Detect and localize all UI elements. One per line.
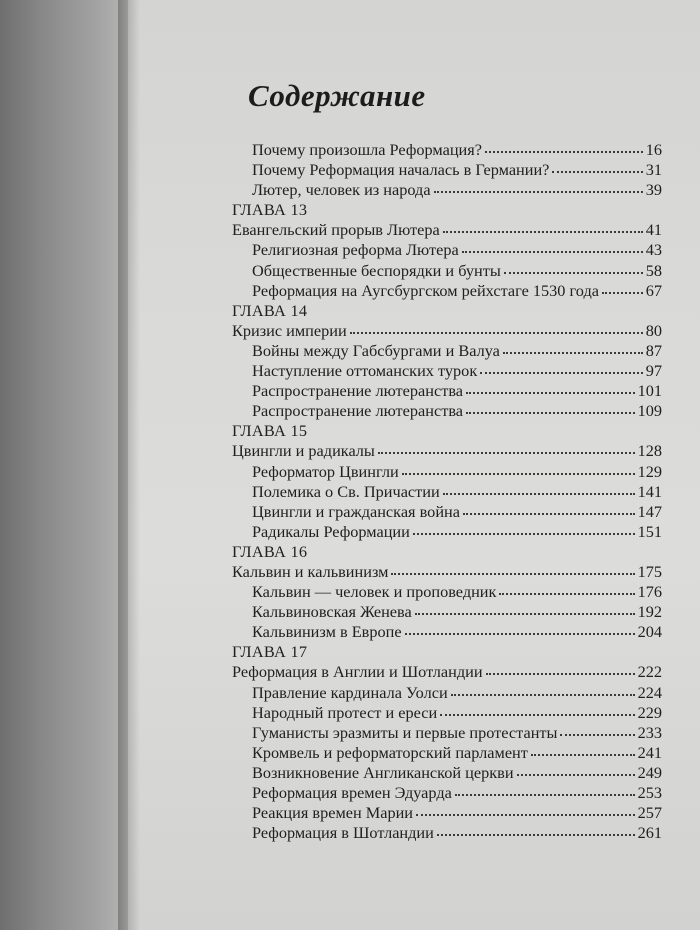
- toc-entry: [232, 261, 662, 281]
- toc-entry: [232, 220, 662, 240]
- toc-entry: [232, 823, 662, 843]
- toc-entry-label: Кальвин — человек и проповедник: [252, 582, 497, 602]
- toc-entry-label: Общественные беспорядки и бунты: [252, 260, 501, 280]
- toc-entry: [232, 140, 662, 160]
- dot-leader: [486, 673, 635, 675]
- toc-entry-label: Радикалы Реформации: [252, 521, 410, 541]
- toc-entry-label: Наступление оттоманских турок: [252, 361, 478, 381]
- toc-entry: [232, 441, 662, 461]
- toc-entry: [232, 703, 662, 723]
- toc-entry-page-number: 101: [637, 381, 662, 401]
- toc-entry-label: Реформатор Цвингли: [252, 461, 399, 481]
- page-gutter-shadow: [118, 0, 140, 930]
- toc-entry-label: Распространение лютеранства: [252, 401, 464, 421]
- toc-entry: [232, 783, 662, 803]
- toc-entry-page-number: 87: [645, 340, 662, 360]
- toc-entry: [232, 381, 662, 401]
- toc-entry-label: Правление кардинала Уолси: [252, 682, 448, 702]
- toc-entry: [232, 462, 662, 482]
- chapter-heading: [232, 301, 662, 321]
- toc-entry: [232, 180, 662, 200]
- toc-entry-label: Кальвинизм в Европе: [252, 622, 402, 642]
- dot-leader: [503, 352, 643, 354]
- toc-entry: [232, 683, 662, 703]
- toc-entry-label: Кальвиновская Женева: [252, 602, 412, 622]
- toc-entry-page-number: 241: [637, 742, 662, 762]
- dot-leader: [462, 251, 643, 253]
- dot-leader: [531, 754, 635, 756]
- dot-leader: [416, 814, 635, 816]
- toc-entry-page-number: 192: [637, 602, 662, 622]
- toc-entry-page-number: 233: [637, 722, 662, 742]
- toc-entry-label: Кризис империи: [232, 320, 347, 340]
- dot-leader: [552, 171, 642, 173]
- toc-entry-label: Почему Реформация началась в Германии?: [252, 160, 550, 180]
- chapter-heading-label: ГЛАВА 13: [232, 200, 308, 220]
- dot-leader: [466, 412, 635, 414]
- toc-entry-label: Лютер, человек из народа: [252, 180, 431, 200]
- dot-leader: [602, 292, 643, 294]
- toc-entry-page-number: 253: [637, 783, 662, 802]
- dot-leader: [504, 272, 643, 274]
- toc-entry-page-number: 67: [645, 280, 662, 300]
- toc-entry-label: Почему произошла Реформация?: [252, 140, 482, 159]
- toc-entry-page-number: 80: [645, 320, 662, 340]
- dot-leader: [350, 332, 643, 334]
- toc-entry-page-number: 224: [637, 682, 662, 702]
- book-page: [128, 0, 700, 930]
- dot-leader: [480, 372, 642, 374]
- dot-leader: [391, 573, 634, 575]
- toc-entry: [232, 281, 662, 301]
- toc-entry-label: Религиозная реформа Лютера: [252, 240, 459, 260]
- toc-entry: [232, 803, 662, 823]
- toc-entry-page-number: 109: [637, 401, 662, 421]
- toc-entry: [232, 763, 662, 783]
- toc-entry: [232, 743, 662, 763]
- toc-entry-label: Евангельский прорыв Лютера: [232, 220, 440, 240]
- chapter-heading-label: ГЛАВА 16: [232, 541, 308, 561]
- dot-leader: [560, 734, 634, 736]
- toc-entry-page-number: 222: [637, 662, 662, 682]
- toc-entry-label: Народный протест и ереси: [252, 702, 438, 722]
- dot-leader: [437, 834, 635, 836]
- chapter-heading: [232, 421, 662, 441]
- toc-entry: [232, 240, 662, 260]
- toc-entry: [232, 562, 662, 582]
- toc-entry: [232, 662, 662, 682]
- toc-entry-label: Гуманисты эразмиты и первые протестанты: [252, 722, 558, 742]
- toc-entry: [232, 522, 662, 542]
- toc-entry-page-number: 151: [637, 521, 662, 541]
- toc-entry: [232, 582, 662, 602]
- toc-entry: [232, 341, 662, 361]
- dot-leader: [378, 452, 635, 454]
- toc-entry-page-number: 16: [645, 140, 662, 159]
- toc-entry-label: Полемика о Св. Причастии: [252, 481, 440, 501]
- dot-leader: [466, 392, 635, 394]
- dot-leader: [413, 533, 635, 535]
- toc-entry-label: Реформация в Англии и Шотландии: [232, 662, 483, 682]
- toc-entry-label: Кальвин и кальвинизм: [232, 561, 389, 581]
- toc-entry-page-number: 257: [637, 803, 662, 823]
- toc-entry-label: Цвингли и гражданская война: [252, 501, 460, 521]
- toc-entry-page-number: 141: [637, 481, 662, 501]
- dot-leader: [402, 473, 635, 475]
- toc-entry: [232, 622, 662, 642]
- dot-leader: [443, 493, 635, 495]
- dot-leader: [440, 714, 634, 716]
- chapter-heading-label: ГЛАВА 17: [232, 642, 308, 662]
- table-of-contents: [232, 140, 662, 843]
- dot-leader: [415, 613, 635, 615]
- toc-entry: [232, 160, 662, 180]
- toc-entry-page-number: 58: [645, 260, 662, 280]
- toc-entry-page-number: 176: [637, 582, 662, 602]
- toc-entry-page-number: 39: [645, 180, 662, 200]
- toc-entry: [232, 361, 662, 381]
- toc-entry-label: Цвингли и радикалы: [232, 441, 375, 461]
- dot-leader: [517, 774, 635, 776]
- dot-leader: [455, 794, 635, 796]
- toc-entry: [232, 321, 662, 341]
- chapter-heading-label: ГЛАВА 15: [232, 421, 308, 441]
- toc-entry-page-number: 175: [637, 561, 662, 581]
- dot-leader: [434, 191, 643, 193]
- toc-entry-label: Реформация в Шотландии: [252, 823, 434, 843]
- toc-entry-label: Распространение лютеранства: [252, 381, 464, 401]
- chapter-heading-label: ГЛАВА 14: [232, 300, 308, 320]
- toc-entry-page-number: 31: [645, 160, 662, 180]
- toc-entry: [232, 502, 662, 522]
- toc-entry-page-number: 204: [637, 622, 662, 642]
- page-title: Содержание: [248, 78, 426, 113]
- toc-entry-page-number: 249: [637, 762, 662, 782]
- toc-entry-page-number: 229: [637, 702, 662, 722]
- toc-entry-page-number: 43: [645, 240, 662, 260]
- dot-leader: [443, 231, 643, 233]
- toc-entry: [232, 602, 662, 622]
- toc-entry-page-number: 261: [637, 823, 662, 843]
- toc-entry-page-number: 41: [645, 220, 662, 240]
- toc-entry: [232, 723, 662, 743]
- dot-leader: [405, 633, 635, 635]
- toc-entry-label: Реакция времен Марии: [252, 803, 414, 823]
- book-spine: [0, 0, 130, 930]
- toc-entry-page-number: 97: [645, 361, 662, 381]
- chapter-heading: [232, 542, 662, 562]
- toc-entry-page-number: 129: [637, 461, 662, 481]
- toc-entry: [232, 482, 662, 502]
- toc-entry-label: Реформация на Аугсбургском рейхстаге 1530 года: [252, 280, 599, 300]
- dot-leader: [463, 513, 635, 515]
- toc-entry-label: Возникновение Англиканской церкви: [252, 762, 514, 782]
- toc-entry-page-number: 128: [637, 441, 662, 461]
- toc-entry-label: Войны между Габсбургами и Валуа: [252, 340, 500, 360]
- chapter-heading: [232, 642, 662, 662]
- dot-leader: [485, 151, 643, 153]
- toc-entry-label: Кромвель и реформаторский парламент: [252, 742, 528, 762]
- dot-leader: [499, 593, 634, 595]
- toc-entry: [232, 401, 662, 421]
- toc-entry-label: Реформация времен Эдуарда: [252, 783, 452, 802]
- dot-leader: [451, 694, 635, 696]
- toc-entry-page-number: 147: [637, 501, 662, 521]
- chapter-heading: [232, 200, 662, 220]
